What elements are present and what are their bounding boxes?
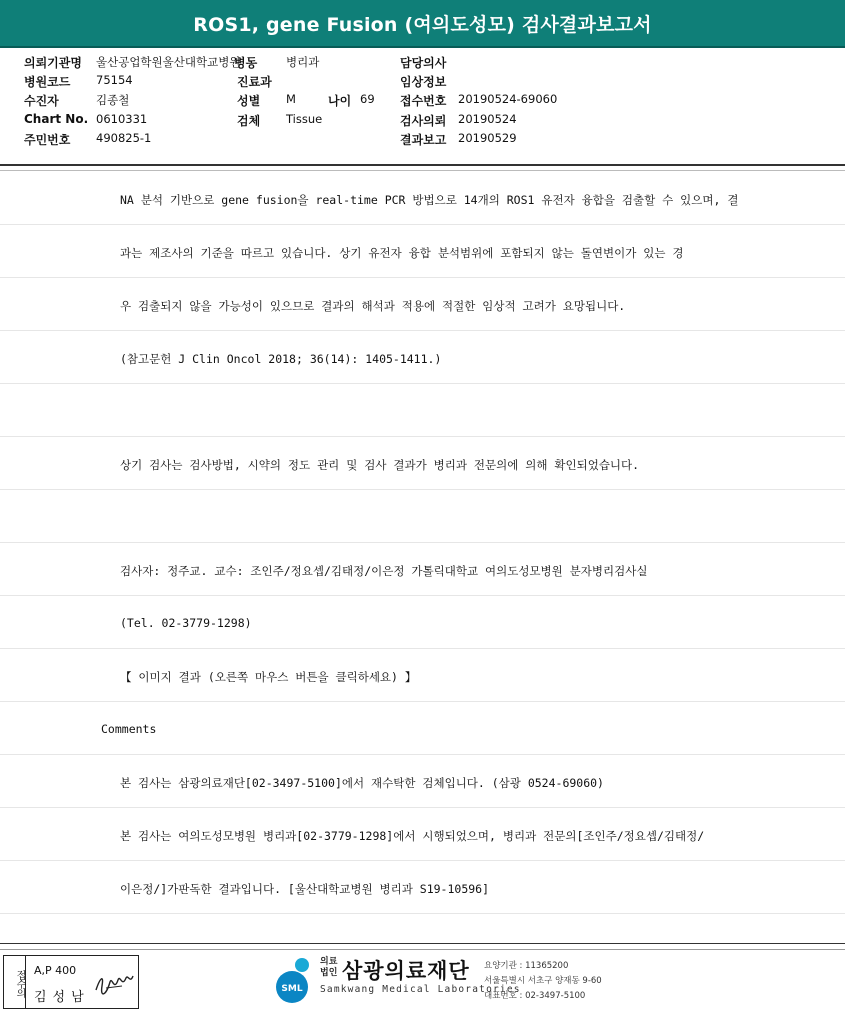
resident-value: 490825-1 [96, 131, 152, 145]
report-line-text: 이은정/]가판독한 결과입니다. [울산대학교병원 병리과 S19-10596] [120, 882, 490, 896]
reception-stamp [3, 955, 139, 1009]
patient-value: 김종철 [96, 93, 130, 107]
logo-name: 삼광의료재단 [342, 959, 470, 983]
logo-small-text [320, 957, 337, 979]
ward-value: 병리과 [286, 55, 320, 69]
contact-phone: 대표번호 : 02-3497-5100 [484, 991, 586, 1001]
report-line-text: 【 이미지 결과 (오른쪽 마우스 버튼을 클릭하세요) 】 [120, 670, 417, 684]
report-title: ROS1, gene Fusion (여의도성모) 검사결과보고서 [0, 0, 845, 48]
report-line-text: (Tel. 02-3779-1298) [120, 616, 252, 630]
stamp-name: 김성남 [34, 990, 90, 1005]
receipt-value: 20190524-69060 [458, 92, 558, 106]
stamp-header: 접수의 [4, 956, 26, 1008]
report-value: 20190529 [458, 131, 517, 145]
report-line-text: 본 검사는 여의도성모병원 병리과[02-3779-1298]에서 시행되었으며, 병리과 전문의[조인주/정요셉/김태정/ [120, 829, 705, 843]
doctor-label: 담당의사 [400, 56, 447, 70]
institution-label: 의뢰기관명 [24, 56, 82, 70]
specimen-label: 검체 [237, 114, 261, 128]
logo-mark-text: SML [281, 984, 303, 994]
report-line [0, 437, 845, 490]
report-line-text: 과는 제조사의 기준을 따르고 있습니다. 상기 유전자 융합 분석범위에 포함되지 않는 돌연변이가 있는 경 [120, 246, 684, 260]
receipt-label: 접수번호 [400, 94, 447, 108]
patient-label: 수진자 [24, 94, 59, 108]
sml-logo-icon [272, 955, 318, 1005]
report-line [0, 808, 845, 861]
ward-label: 병동 [234, 56, 258, 70]
logo-small-line1: 의료 [320, 957, 338, 967]
request-label: 검사의뢰 [400, 114, 447, 128]
stamp-ap: A,P 400 [34, 964, 77, 977]
specimen-value: Tissue [286, 112, 323, 126]
hospital-code-value: 75154 [96, 73, 133, 87]
report-line [0, 490, 845, 543]
report-line [0, 755, 845, 808]
footer-divider [0, 943, 845, 944]
institution-value: 울산공업학원울산대학교병원 [96, 55, 241, 69]
hospital-code-label: 병원코드 [24, 75, 71, 89]
report-line [0, 543, 845, 596]
report-line [0, 861, 845, 914]
contact-address: 서울특별시 서초구 양재동 9-60 [484, 976, 602, 986]
report-line [0, 702, 845, 755]
report-footer [0, 943, 845, 1020]
contact-code: 요양기관 : 11365200 [484, 961, 569, 971]
sex-label: 성별 [237, 94, 261, 108]
chart-label: Chart No. [24, 112, 89, 126]
report-line-text: Comments [101, 722, 157, 736]
chart-value: 0610331 [96, 112, 148, 126]
report-line-text: (참고문헌 J Clin Oncol 2018; 36(14): 1405-1411.) [120, 352, 442, 366]
report-line-text: NA 분석 기반으로 gene fusion을 real-time PCR 방법으로 14개의 ROS1 유전자 융합을 검출할 수 있으며, 결 [120, 193, 739, 207]
sex-value: M [286, 92, 296, 106]
report-line-text: 상기 검사는 검사방법, 시약의 정도 관리 및 검사 결과가 병리과 전문의에 의해 확인되었습니다. [120, 458, 640, 472]
report-line [0, 278, 845, 331]
footer-divider-thin [0, 949, 845, 950]
patient-header [0, 50, 845, 162]
report-line-text: 우 검출되지 않을 가능성이 있으므로 결과의 해석과 적용에 적절한 임상적 고려가 요망됩니다. [120, 299, 626, 313]
report-line [0, 649, 845, 702]
logo-small-line2: 법인 [320, 968, 338, 978]
report-line-text: 검사자: 정주교. 교수: 조인주/정요셉/김태정/이은정 가톨릭대학교 여의도성모병원 분자병리검사실 [120, 564, 648, 578]
dept-label: 진료과 [237, 75, 272, 89]
report-label: 결과보고 [400, 133, 447, 147]
report-line [0, 331, 845, 384]
report-line [0, 384, 845, 437]
header-divider-thin [0, 170, 845, 171]
age-label: 나이 [328, 94, 352, 108]
header-divider [0, 164, 845, 166]
contact-info [484, 959, 602, 1004]
resident-label: 주민번호 [24, 133, 71, 147]
age-value: 69 [360, 92, 375, 106]
report-body [0, 172, 845, 914]
clinical-label: 임상정보 [400, 75, 447, 89]
report-line [0, 596, 845, 649]
signature-image [92, 968, 136, 1000]
report-line-text: 본 검사는 삼광의료재단[02-3497-5100]에서 재수탁한 검체입니다. (삼광 0524-69060) [120, 776, 604, 790]
logo-english-name: Samkwang Medical Laboratories [320, 984, 521, 995]
report-line [0, 172, 845, 225]
request-value: 20190524 [458, 112, 517, 126]
report-line [0, 225, 845, 278]
